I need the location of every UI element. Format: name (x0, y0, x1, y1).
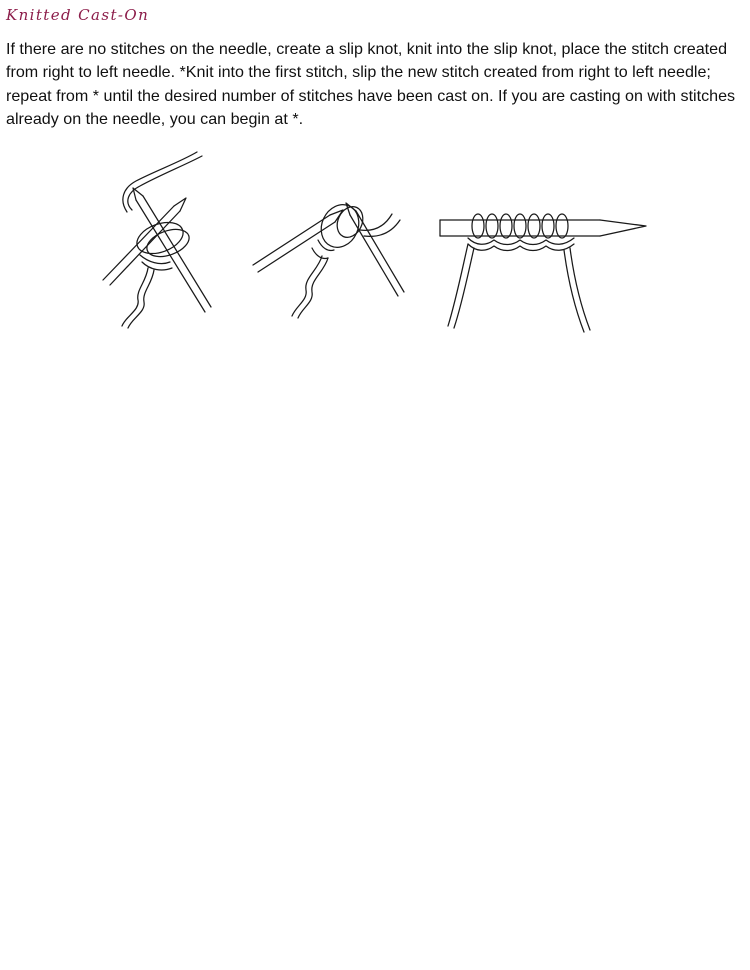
cast-on-edge (468, 238, 574, 245)
yarn-tail-3-right (564, 250, 584, 332)
yarn-tail-1-top-edge (123, 152, 197, 212)
stitch-twist-2a (318, 240, 334, 251)
cast-stitch-6 (542, 214, 554, 238)
right-needle-1 (136, 200, 205, 312)
left-needle-2-tip (330, 210, 343, 222)
cast-stitch-2 (486, 214, 498, 238)
illustration-step-2 (253, 198, 404, 318)
yarn-tail-1-bottom-edge (128, 270, 154, 328)
cast-stitch-4 (514, 214, 526, 238)
cast-stitch-5 (528, 214, 540, 238)
yarn-tail-2-bottom (292, 256, 322, 316)
cast-on-illustrations (0, 150, 750, 340)
cast-stitch-7 (556, 214, 568, 238)
yarn-tail-1-top (128, 156, 202, 210)
right-needle-2 (350, 215, 398, 296)
yarn-tail-2-bottom-edge (298, 258, 328, 318)
instructions-paragraph: If there are no stitches on the needle, create a slip knot, knit into the slip knot, place the stitch created from right to left needle. *Knit into the first stitch, slip the new stitch created from right to left needle; repeat from * until the desired number of stitches have been cast on. If you are casting on with stitches already on the needle, you can begin at *. (6, 40, 736, 129)
needle-3-tip (600, 220, 646, 236)
cast-stitch-3 (500, 214, 512, 238)
illustration-step-3 (440, 214, 646, 332)
cast-stitch-1 (472, 214, 484, 238)
working-yarn-2 (360, 214, 392, 230)
yarn-tail-3-right-edge (570, 248, 590, 330)
left-needle-1 (103, 206, 174, 280)
right-needle-2-edge (356, 211, 404, 292)
illustration-step-1 (103, 152, 211, 328)
illustration-strip (0, 150, 750, 340)
left-needle-1-tip (174, 198, 186, 211)
section-title: Knitted Cast-On (6, 6, 150, 24)
stitch-loop-2a (314, 198, 365, 253)
